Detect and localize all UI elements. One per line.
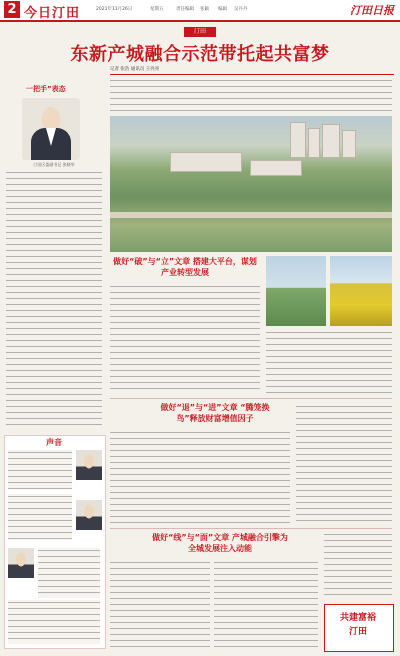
issue-date: 2021年11月26日 bbox=[96, 7, 133, 12]
headline-rule bbox=[110, 74, 394, 75]
voice-text-1 bbox=[8, 450, 72, 490]
voice-portrait-1 bbox=[76, 450, 102, 480]
sidebar-body-text bbox=[6, 170, 102, 430]
voice-text-2 bbox=[8, 494, 72, 540]
promo-line-2: 汀田 bbox=[348, 627, 367, 637]
section1-text-a bbox=[110, 284, 260, 394]
section2-text-b bbox=[296, 404, 392, 526]
voice-portrait-2 bbox=[76, 500, 102, 530]
designer-label: 编辑 bbox=[218, 7, 227, 12]
page-number: 2 bbox=[4, 1, 20, 18]
portrait-caption: 汀田区委副书记 张晓华 bbox=[33, 162, 75, 167]
promo-line-1: 共建富裕 bbox=[339, 613, 376, 623]
article-byline: 记者 张浩 通讯员 王亮亮 bbox=[110, 67, 160, 72]
editor-label: 责任编辑 bbox=[176, 7, 194, 12]
section-name: 今日汀田 bbox=[24, 6, 81, 21]
section1-text-b bbox=[266, 330, 392, 394]
paper-logo: 汀田日报 bbox=[350, 4, 394, 17]
article-intro-text bbox=[110, 78, 392, 114]
building bbox=[308, 128, 320, 158]
photo-buildings bbox=[266, 256, 326, 326]
factory-block bbox=[250, 160, 302, 176]
road bbox=[110, 212, 392, 218]
subhead-3: 做好“线”与“面”文章 产城融合引擎为全城发展注入动能 bbox=[152, 533, 288, 553]
sidebar-title: 一把手”表态 bbox=[26, 85, 66, 93]
designer-name: 吴丹丹 bbox=[234, 7, 248, 12]
subhead-1: 做好“破”与“立”文章 搭建大平台，谋划产业转型发展 bbox=[113, 257, 257, 277]
voice-text-4 bbox=[8, 600, 100, 644]
section3-text-a bbox=[110, 560, 210, 650]
voice-text-3 bbox=[38, 548, 100, 598]
section3-text-c bbox=[324, 532, 392, 600]
building bbox=[342, 130, 356, 158]
voice-title: 声音 bbox=[46, 438, 62, 447]
section3-text-b bbox=[214, 560, 318, 650]
building bbox=[322, 124, 340, 158]
section-divider bbox=[110, 528, 392, 529]
voice-portrait-3 bbox=[8, 548, 34, 578]
section2-text-a bbox=[110, 430, 290, 526]
building bbox=[290, 122, 306, 158]
issue-weekday: 星期五 bbox=[150, 7, 164, 12]
factory-block bbox=[170, 152, 242, 172]
section-divider bbox=[110, 398, 392, 399]
article-tag: 汀田 bbox=[184, 27, 216, 37]
aerial-photo bbox=[110, 116, 392, 252]
article-headline: 东新产城融合示范带托起共富梦 bbox=[70, 44, 330, 65]
editor-name: 张颖 bbox=[200, 7, 209, 12]
subhead-2: 做好“退”与“进”文章 “腾笼换鸟”释放财富增值因子 bbox=[160, 403, 270, 423]
photo-flower-field bbox=[330, 256, 392, 326]
